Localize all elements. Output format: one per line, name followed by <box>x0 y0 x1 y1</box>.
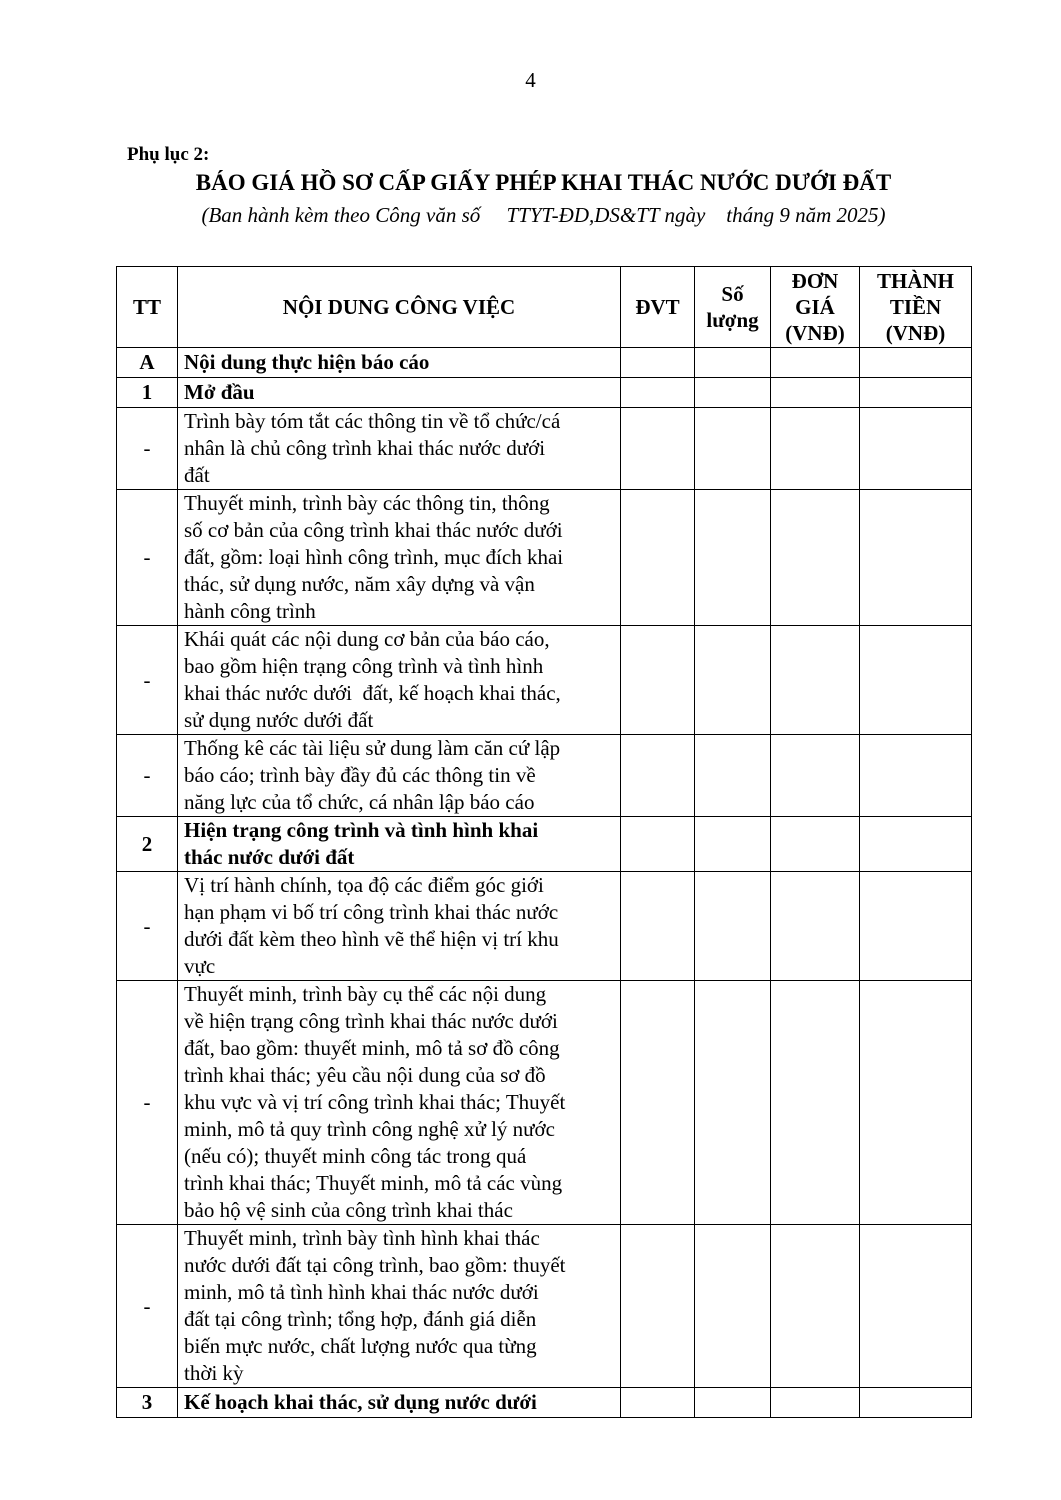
row-content-line: hạn phạm vi bố trí công trình khai thác nước <box>184 900 559 924</box>
header-total-line: THÀNH <box>876 269 954 293</box>
table-row <box>117 1388 972 1418</box>
row-content-line: Thống kê các tài liệu sử dung làm căn cứ lập <box>184 736 561 760</box>
row-unit <box>621 490 695 626</box>
row-content-line: (nếu có); thuyết minh công tác trong quá <box>184 1144 527 1168</box>
row-content-line: bảo hộ vệ sinh của công trình khai thác <box>184 1198 513 1222</box>
row-tt: - <box>117 735 178 817</box>
row-content-line: khu vực và vị trí công trình khai thác; Thuyết <box>184 1090 566 1114</box>
table-row <box>117 981 972 1225</box>
row-unit-price <box>771 1388 860 1418</box>
row-quantity <box>695 1225 771 1388</box>
row-content <box>178 408 621 490</box>
row-content-line: báo cáo; trình bày đầy đủ các thông tin về <box>184 763 536 787</box>
header-quantity-line: lượng <box>706 308 759 332</box>
row-content-line: Thuyết minh, trình bày các thông tin, thông <box>184 491 550 515</box>
row-tt: A <box>117 348 178 378</box>
table-body <box>117 348 972 1418</box>
row-quantity <box>695 348 771 378</box>
document-subtitle: (Ban hành kèm theo Công văn số TTYT-ĐD,DS&TT ngày tháng 9 năm 2025) <box>201 203 886 227</box>
row-total <box>860 626 972 735</box>
document-title: BÁO GIÁ HỒ SƠ CẤP GIẤY PHÉP KHAI THÁC NƯỚC DƯỚI ĐẤT <box>195 170 892 195</box>
header-tt: TT <box>117 267 178 348</box>
row-unit <box>621 1225 695 1388</box>
row-content-line: hành công trình <box>184 599 316 623</box>
row-content-line: thác nước dưới đất <box>184 845 355 869</box>
row-content-line: dưới đất kèm theo hình vẽ thể hiện vị trí khu <box>184 927 559 951</box>
header-content: NỘI DUNG CÔNG VIỆC <box>178 267 621 348</box>
page-number: 4 <box>525 68 536 92</box>
row-unit <box>621 735 695 817</box>
row-content <box>178 626 621 735</box>
row-unit <box>621 378 695 408</box>
row-total <box>860 408 972 490</box>
row-content <box>178 490 621 626</box>
row-content-line: Khái quát các nội dung cơ bản của báo cáo, <box>184 627 550 651</box>
row-unit-price <box>771 872 860 981</box>
row-unit-price <box>771 490 860 626</box>
row-total <box>860 1225 972 1388</box>
row-unit-price <box>771 408 860 490</box>
row-quantity <box>695 817 771 872</box>
row-content-line: trình khai thác; yêu cầu nội dung của sơ đồ <box>184 1063 546 1087</box>
row-unit-price <box>771 626 860 735</box>
row-content <box>178 735 621 817</box>
row-content-line: thác, sử dụng nước, năm xây dựng và vận <box>184 572 535 596</box>
row-total <box>860 490 972 626</box>
row-quantity <box>695 1388 771 1418</box>
row-unit <box>621 1388 695 1418</box>
row-content-line: bao gồm hiện trạng công trình và tình hình <box>184 654 544 678</box>
quote-table <box>116 266 972 1418</box>
row-content-line: Kế hoạch khai thác, sử dụng nước dưới <box>184 1390 537 1414</box>
row-content-line: nước dưới đất tại công trình, bao gồm: thuyết <box>184 1253 566 1277</box>
header-price-line: ĐƠN <box>791 269 839 293</box>
row-total <box>860 817 972 872</box>
row-unit-price <box>771 378 860 408</box>
table-row <box>117 735 972 817</box>
row-content <box>178 872 621 981</box>
row-content-line: khai thác nước dưới đất, kế hoạch khai thác, <box>184 681 561 705</box>
row-content-line: trình khai thác; Thuyết minh, mô tả các vùng <box>184 1171 563 1195</box>
row-total <box>860 1388 972 1418</box>
table-row <box>117 1225 972 1388</box>
appendix-label: Phụ lục 2: <box>127 144 210 165</box>
header-unit: ĐVT <box>621 267 695 348</box>
row-unit <box>621 626 695 735</box>
row-unit <box>621 408 695 490</box>
row-total <box>860 378 972 408</box>
row-content-line: Mở đầu <box>184 380 255 404</box>
row-content-line: thời kỳ <box>184 1361 244 1385</box>
table-row <box>117 817 972 872</box>
row-unit-price <box>771 735 860 817</box>
row-content <box>178 378 621 408</box>
row-content-line: biến mực nước, chất lượng nước qua từng <box>184 1334 537 1358</box>
row-total <box>860 981 972 1225</box>
row-content-line: đất, bao gồm: thuyết minh, mô tả sơ đồ công <box>184 1036 560 1060</box>
row-quantity <box>695 490 771 626</box>
row-tt: - <box>117 1225 178 1388</box>
table-row <box>117 408 972 490</box>
row-content-line: nhân là chủ công trình khai thác nước dưới <box>184 436 546 460</box>
row-unit <box>621 348 695 378</box>
row-content-line: vực <box>184 954 216 978</box>
row-unit-price <box>771 981 860 1225</box>
header-price-line: GIÁ <box>795 295 835 319</box>
row-content-line: năng lực của tổ chức, cá nhân lập báo cáo <box>184 790 535 814</box>
row-content-line: số cơ bản của công trình khai thác nước dưới <box>184 518 563 542</box>
row-unit-price <box>771 817 860 872</box>
header-price-line: (VNĐ) <box>785 321 845 345</box>
row-quantity <box>695 872 771 981</box>
row-tt: - <box>117 626 178 735</box>
row-content-line: minh, mô tả tình hình khai thác nước dưới <box>184 1280 539 1304</box>
row-unit-price <box>771 1225 860 1388</box>
header-total-line: (VNĐ) <box>885 321 946 345</box>
row-content-line: Thuyết minh, trình bày tình hình khai thác <box>184 1226 540 1250</box>
row-unit <box>621 817 695 872</box>
header-quantity-line: Số <box>721 282 744 306</box>
row-unit-price <box>771 348 860 378</box>
row-content-line: sử dụng nước dưới đất <box>184 708 374 732</box>
table-row <box>117 626 972 735</box>
row-content <box>178 981 621 1225</box>
row-content-line: đất, gồm: loại hình công trình, mục đích khai <box>184 545 564 569</box>
row-tt: - <box>117 872 178 981</box>
table-header-row <box>117 267 972 348</box>
row-unit <box>621 872 695 981</box>
row-tt: - <box>117 981 178 1225</box>
row-content <box>178 1225 621 1388</box>
row-tt: 3 <box>117 1388 178 1418</box>
table-row <box>117 872 972 981</box>
row-content-line: minh, mô tả quy trình công nghệ xử lý nước <box>184 1117 555 1141</box>
row-content-line: Trình bày tóm tắt các thông tin về tổ chức/cá <box>184 409 561 433</box>
row-tt: 2 <box>117 817 178 872</box>
row-quantity <box>695 408 771 490</box>
table-row <box>117 348 972 378</box>
row-quantity <box>695 735 771 817</box>
row-content-line: Nội dung thực hiện báo cáo <box>184 350 430 374</box>
row-content-line: Vị trí hành chính, tọa độ các điểm góc giới <box>184 873 544 897</box>
row-quantity <box>695 626 771 735</box>
row-total <box>860 735 972 817</box>
row-tt: - <box>117 490 178 626</box>
header-unit-price <box>771 267 860 348</box>
header-total-line: TIỀN <box>889 295 942 319</box>
row-total <box>860 872 972 981</box>
header-total <box>860 267 972 348</box>
row-content <box>178 1388 621 1418</box>
row-content-line: đất <box>184 463 210 487</box>
table-row <box>117 378 972 408</box>
row-tt: - <box>117 408 178 490</box>
row-quantity <box>695 981 771 1225</box>
header-quantity <box>695 267 771 348</box>
row-content-line: Thuyết minh, trình bày cụ thể các nội dung <box>184 982 547 1006</box>
row-content-line: Hiện trạng công trình và tình hình khai <box>184 818 539 842</box>
row-content-line: đất tại công trình; tổng hợp, đánh giá diễn <box>184 1307 537 1331</box>
row-tt: 1 <box>117 378 178 408</box>
row-quantity <box>695 378 771 408</box>
table-row <box>117 490 972 626</box>
row-total <box>860 348 972 378</box>
row-unit <box>621 981 695 1225</box>
row-content <box>178 817 621 872</box>
row-content <box>178 348 621 378</box>
row-content-line: về hiện trạng công trình khai thác nước dưới <box>184 1009 558 1033</box>
